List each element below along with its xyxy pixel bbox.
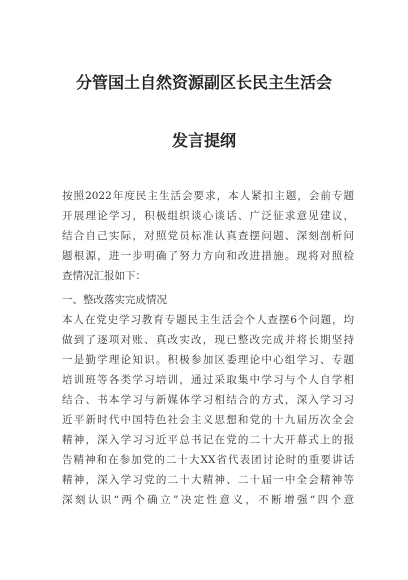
section-1-line: 本人在党史学习教育专题民主生活会个人查摆6个问题，均: [62, 314, 354, 326]
section-1-paragraph: [62, 310, 354, 510]
section-1-line: 做到了逐项对账、真改实改，现已整改完成并将长期坚持: [62, 334, 354, 346]
section-1-line: 培训班等各类学习培训，通过采取集中学习与个人自学相: [62, 374, 354, 386]
intro-line: 结合自己实际，对照党员标准认真查摆问题、深刻剖析问: [62, 230, 354, 242]
section-1-heading: 一、整改落实完成情况: [62, 294, 167, 306]
document-title-line-1: 分管国土自然资源副区长民主生活会: [75, 73, 332, 92]
document-title-line-2: 发言提纲: [171, 131, 236, 150]
intro-paragraph: [62, 186, 354, 286]
intro-line: 题根源，进一步明确了努力方向和改进措施。现将对照检: [62, 250, 354, 262]
section-1-line: 结合、书本学习与新媒体学习相结合的方式，深入学习习: [62, 394, 354, 406]
intro-line: 按照2022年度民主生活会要求，本人紧扣主题，会前专题: [62, 190, 354, 202]
section-1-line: 深刻认识“两个确立”决定性意义，不断增强“四个意: [62, 494, 354, 506]
section-1-line: 一是勤学理论知识。积极参加区委理论中心组学习、专题: [62, 354, 354, 366]
intro-line: 查情况汇报如下：: [62, 270, 146, 282]
intro-line: 开展理论学习，积极组织谈心谈话、广泛征求意见建议，: [62, 210, 354, 222]
section-1-line: 近平新时代中国特色社会主义思想和党的十九届历次全会: [62, 414, 354, 426]
section-heading: [62, 290, 354, 310]
section-1-line: 告精神和在参加党的二十大XX省代表团讨论时的重要讲话: [62, 454, 354, 466]
section-1-line: 精神，深入学习党的二十大精神、二十届一中全会精神等: [62, 474, 354, 486]
section-1-line: 精神，深入学习习近平总书记在党的二十大开幕式上的报: [62, 434, 354, 446]
